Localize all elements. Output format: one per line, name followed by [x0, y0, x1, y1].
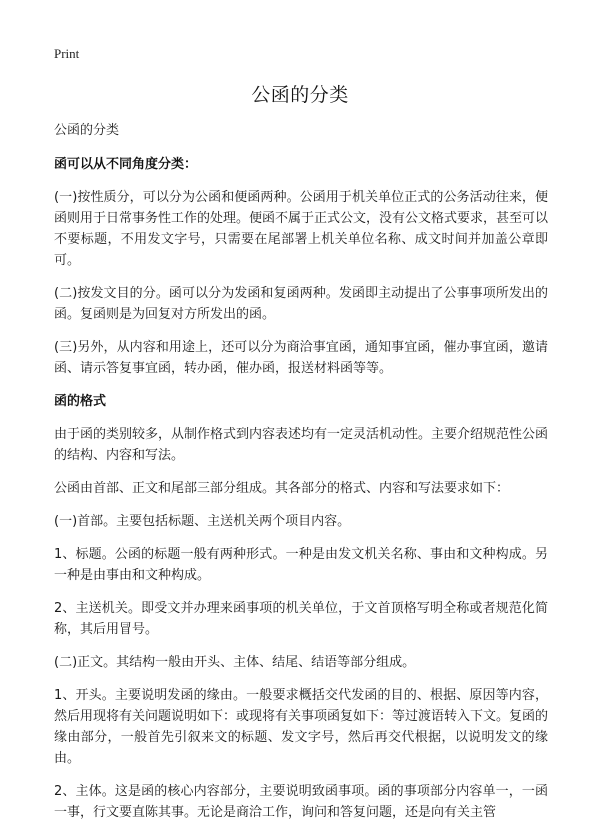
paragraph: 公函由首部、正文和尾部三部分组成。其各部分的格式、内容和写法要求如下： [54, 481, 510, 496]
paragraph: (三)另外，从内容和用途上，还可以分为商洽事宜函，通知事宜函，催办事宜函，邀请函、请示答复事宜函，转办函，催办函，报送材料函等等。 [54, 340, 548, 376]
paragraph: 2、主体。这是函的核心内容部分，主要说明致函事项。函的事项部分内容单一，一函一事，行文要直陈其事。无论是商洽工作，询问和答复问题，还是向有关主管 [54, 784, 548, 820]
page-title: 公函的分类 [251, 84, 349, 106]
paragraph: 1、开头。主要说明发函的缘由。一般要求概括交代发函的目的、根据、原因等内容，然后用现将有关问题说明如下：或现将有关事项函复如下：等过渡语转入下文。复函的缘由部分，一般首先引叙来文的标题、发文字号，然后再交代根据，以说明发文的缘由。 [54, 688, 549, 766]
paragraph: (一)按性质分，可以分为公函和便函两种。公函用于机关单位正式的公务活动往来，便函则用于日常事务性工作的处理。便函不属于正式公文，没有公文格式要求，甚至可以不要标题，不用发文字号，只需要在尾部署上机关单位名称、成文时间并加盖公章即可。 [54, 190, 549, 268]
section-heading-classification: 函可以从不同角度分类： [54, 157, 198, 172]
paragraph: 由于函的类别较多，从制作格式到内容表述均有一定灵活机动性。主要介绍规范性公函的结构、内容和写法。 [54, 427, 549, 463]
print-label: Print [54, 46, 80, 61]
paragraph: (二)正文。其结构一般由开头、主体、结尾、结语等部分组成。 [54, 655, 416, 670]
section-heading-format: 函的格式 [54, 394, 107, 409]
document-subtitle: 公函的分类 [54, 123, 120, 138]
document-body [54, 120, 548, 828]
paragraph: 1、标题。公函的标题一般有两种形式。一种是由发文机关名称、事由和文种构成。另一种是由事由和文种构成。 [54, 547, 548, 583]
paragraph: 2、主送机关。即受文并办理来函事项的机关单位，于文首顶格写明全称或者规范化简称，其后用冒号。 [54, 601, 548, 637]
paragraph: (二)按发文目的分。函可以分为发函和复函两种。发函即主动提出了公事事项所发出的函。复函则是为回复对方所发出的函。 [54, 286, 548, 322]
paragraph: (一)首部。主要包括标题、主送机关两个项目内容。 [54, 514, 351, 529]
